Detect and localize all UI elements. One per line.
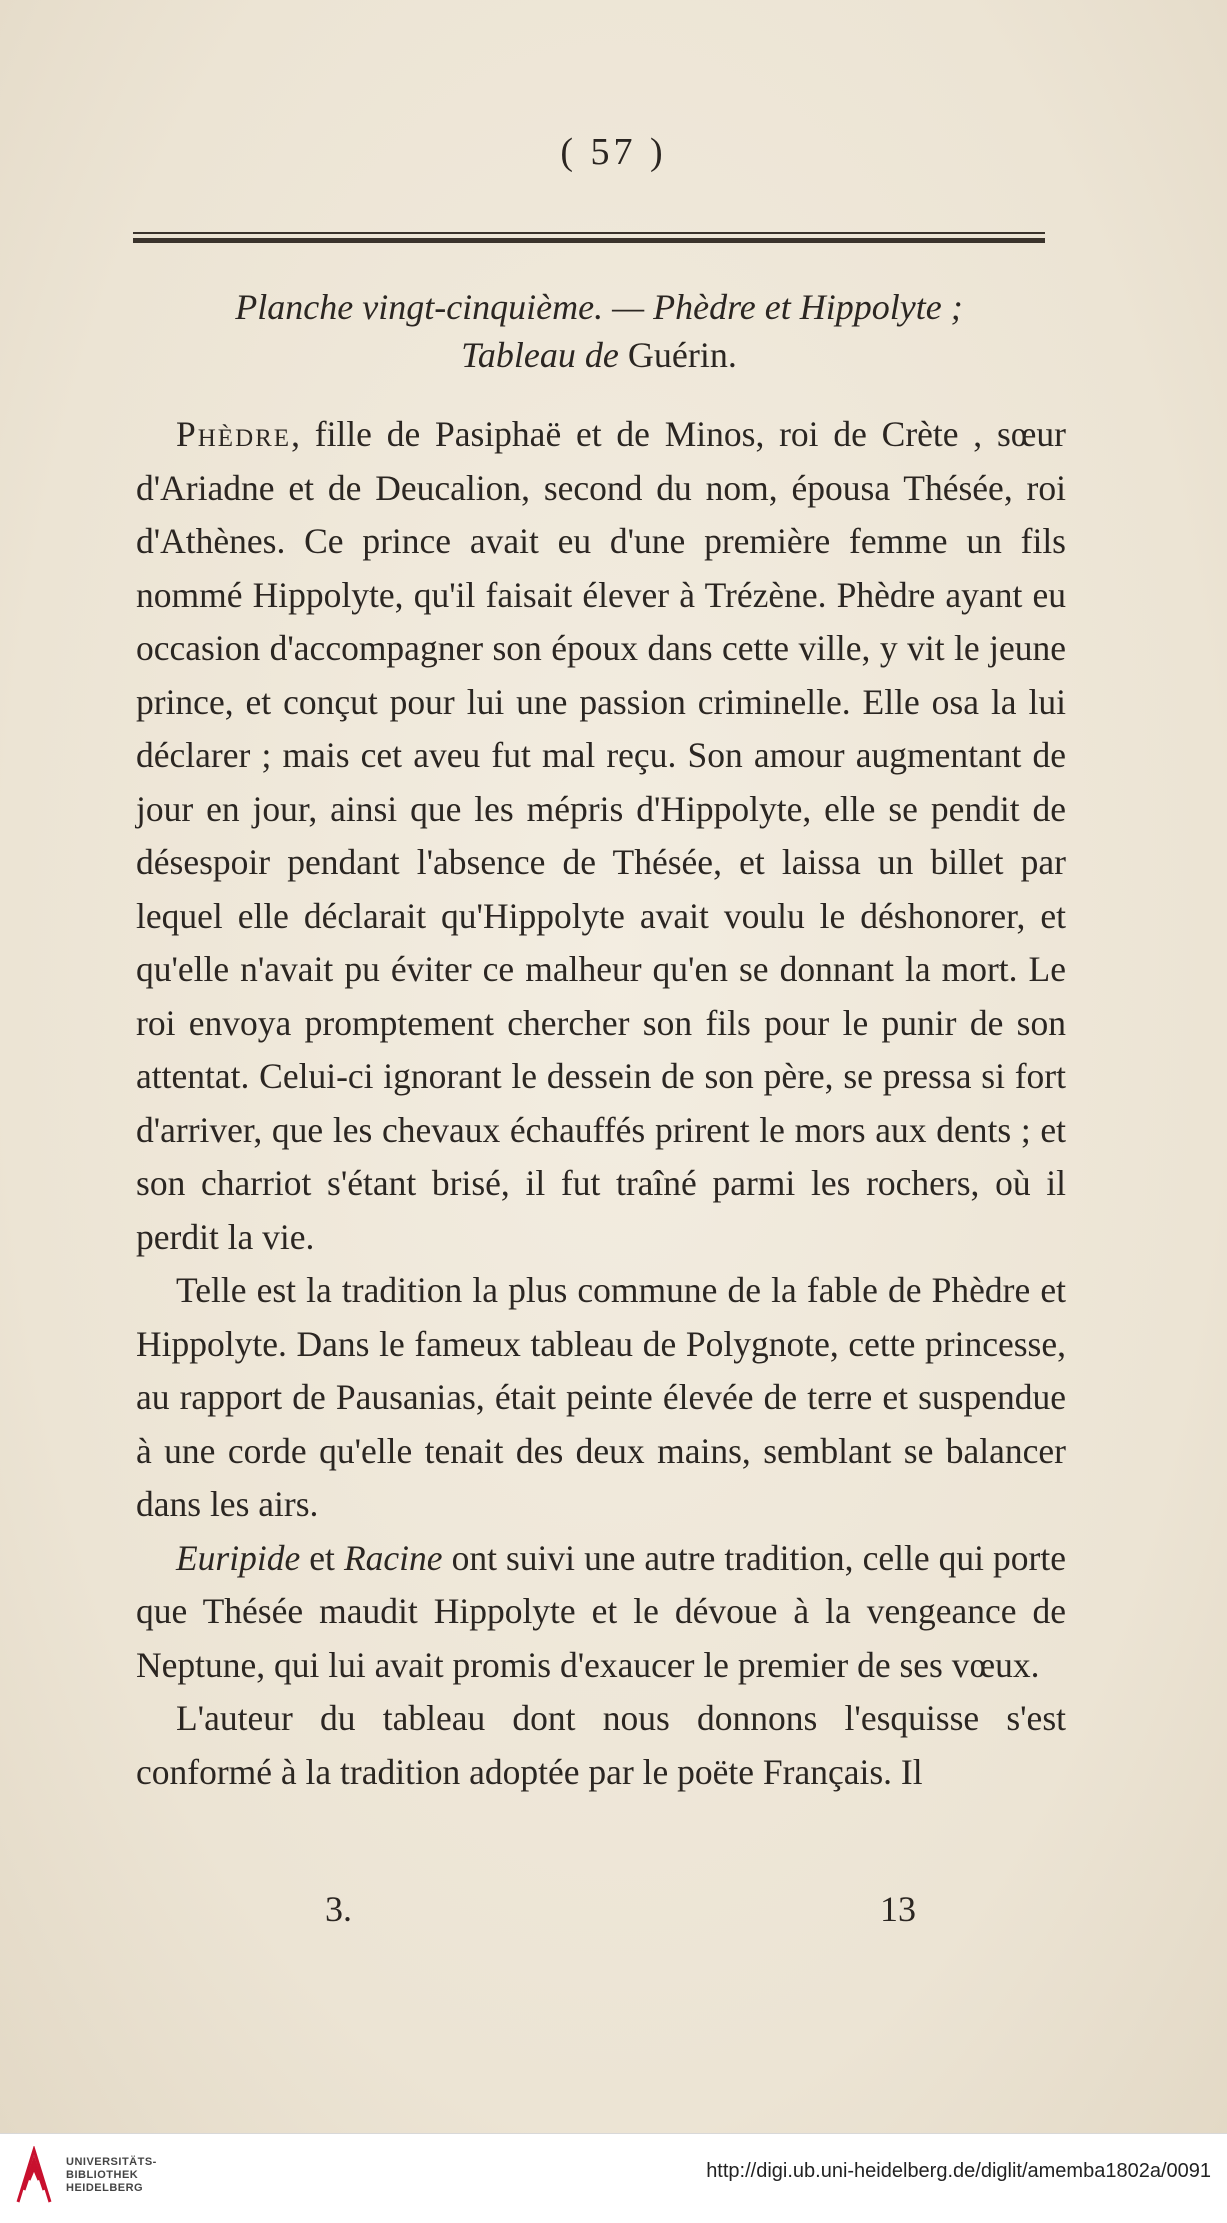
plate-heading [133,283,1065,379]
paragraph-4: L'auteur du tableau dont nous donnons l'esquisse s'est conformé à la tradition adoptée par le poëte Français. Il [136,1698,1066,1792]
source-url[interactable]: http://digi.ub.uni-heidelberg.de/diglit/amemba1802a/0091 [706,2160,1211,2182]
signature-number: 13 [880,1889,916,1929]
university-library-logo-icon [14,2146,54,2206]
signature-mark: 3. [325,1889,352,1929]
library-name [66,2156,157,2195]
footer-bar [0,2133,1227,2223]
library-name-line-2: BIBLIOTHEK [66,2169,139,2181]
heading-painter: Guérin. [627,335,737,375]
heading-line-2 [133,331,1065,379]
author-racine: Racine [343,1537,443,1578]
library-name-line-1: UNIVERSITÄTS- [66,2156,157,2168]
page-number: ( 57 ) [560,131,667,173]
paragraph-1-lead: Phèdre [176,414,292,454]
conjunction: et [300,1537,344,1578]
body-text [136,408,1066,1799]
paragraph-2: Telle est la tradition la plus commune de la fable de Phèdre et Hippolyte. Dans le fameux tableau de Polygnote, cette princesse, au rapport de Pausanias, était peinte élevée de terre et suspendue à une corde qu'elle tenait des deux mains, semblant se balancer dans les airs. [136,1270,1066,1524]
heading-tableau: Tableau de [461,335,628,375]
header-rule-thick [133,238,1045,243]
library-name-line-3: HEIDELBERG [66,2182,144,2194]
paragraph-3-text: ont suivi une autre tradition, celle qui porte que Thésée maudit Hippolyte et le dévoue à la vengeance de Neptune, qui lui avait promis d'exaucer le premier de ses vœux. [136,1537,1066,1685]
heading-line-1: Planche vingt-cinquième. — Phèdre et Hippolyte ; [235,287,963,327]
paragraph-1 [136,408,1066,1264]
paragraph-1-text: , fille de Pasiphaë et de Minos, roi de Crète , sœur d'Ariadne et de Deucalion, second du nom, épousa Thésée, roi d'Athènes. Ce prince avait eu d'une première femme un fils nommé Hippolyte, qu'il faisait élever à Trézène. Phèdre ayant eu occasion d'accompagner son époux dans cette ville, y vit le jeune prince, et conçut pour lui une passion criminelle. Elle osa la lui déclarer ; mais cet aveu fut mal reçu. Son amour augmentant de jour en jour, ainsi que les mépris d'Hippolyte, elle se pendit de désespoir pendant l'absence de Thésée, et laissa un billet par lequel elle déclarait qu'Hippolyte avait voulu le déshonorer, et qu'elle n'avait pu éviter ce malheur qu'en se donnant la mort. Le roi envoya promptement chercher son fils pour le punir de son attentat. Celui-ci ignorant le dessein de son père, se pressa si fort d'arriver, que les chevaux échauffés prirent le mors aux dents ; et son charriot s'étant brisé, il fut traîné parmi les rochers, où il perdit la vie. [136,414,1066,1257]
header-rule-thin [133,232,1045,234]
paragraph-3 [136,1532,1066,1693]
author-euripide: Euripide [176,1537,301,1578]
